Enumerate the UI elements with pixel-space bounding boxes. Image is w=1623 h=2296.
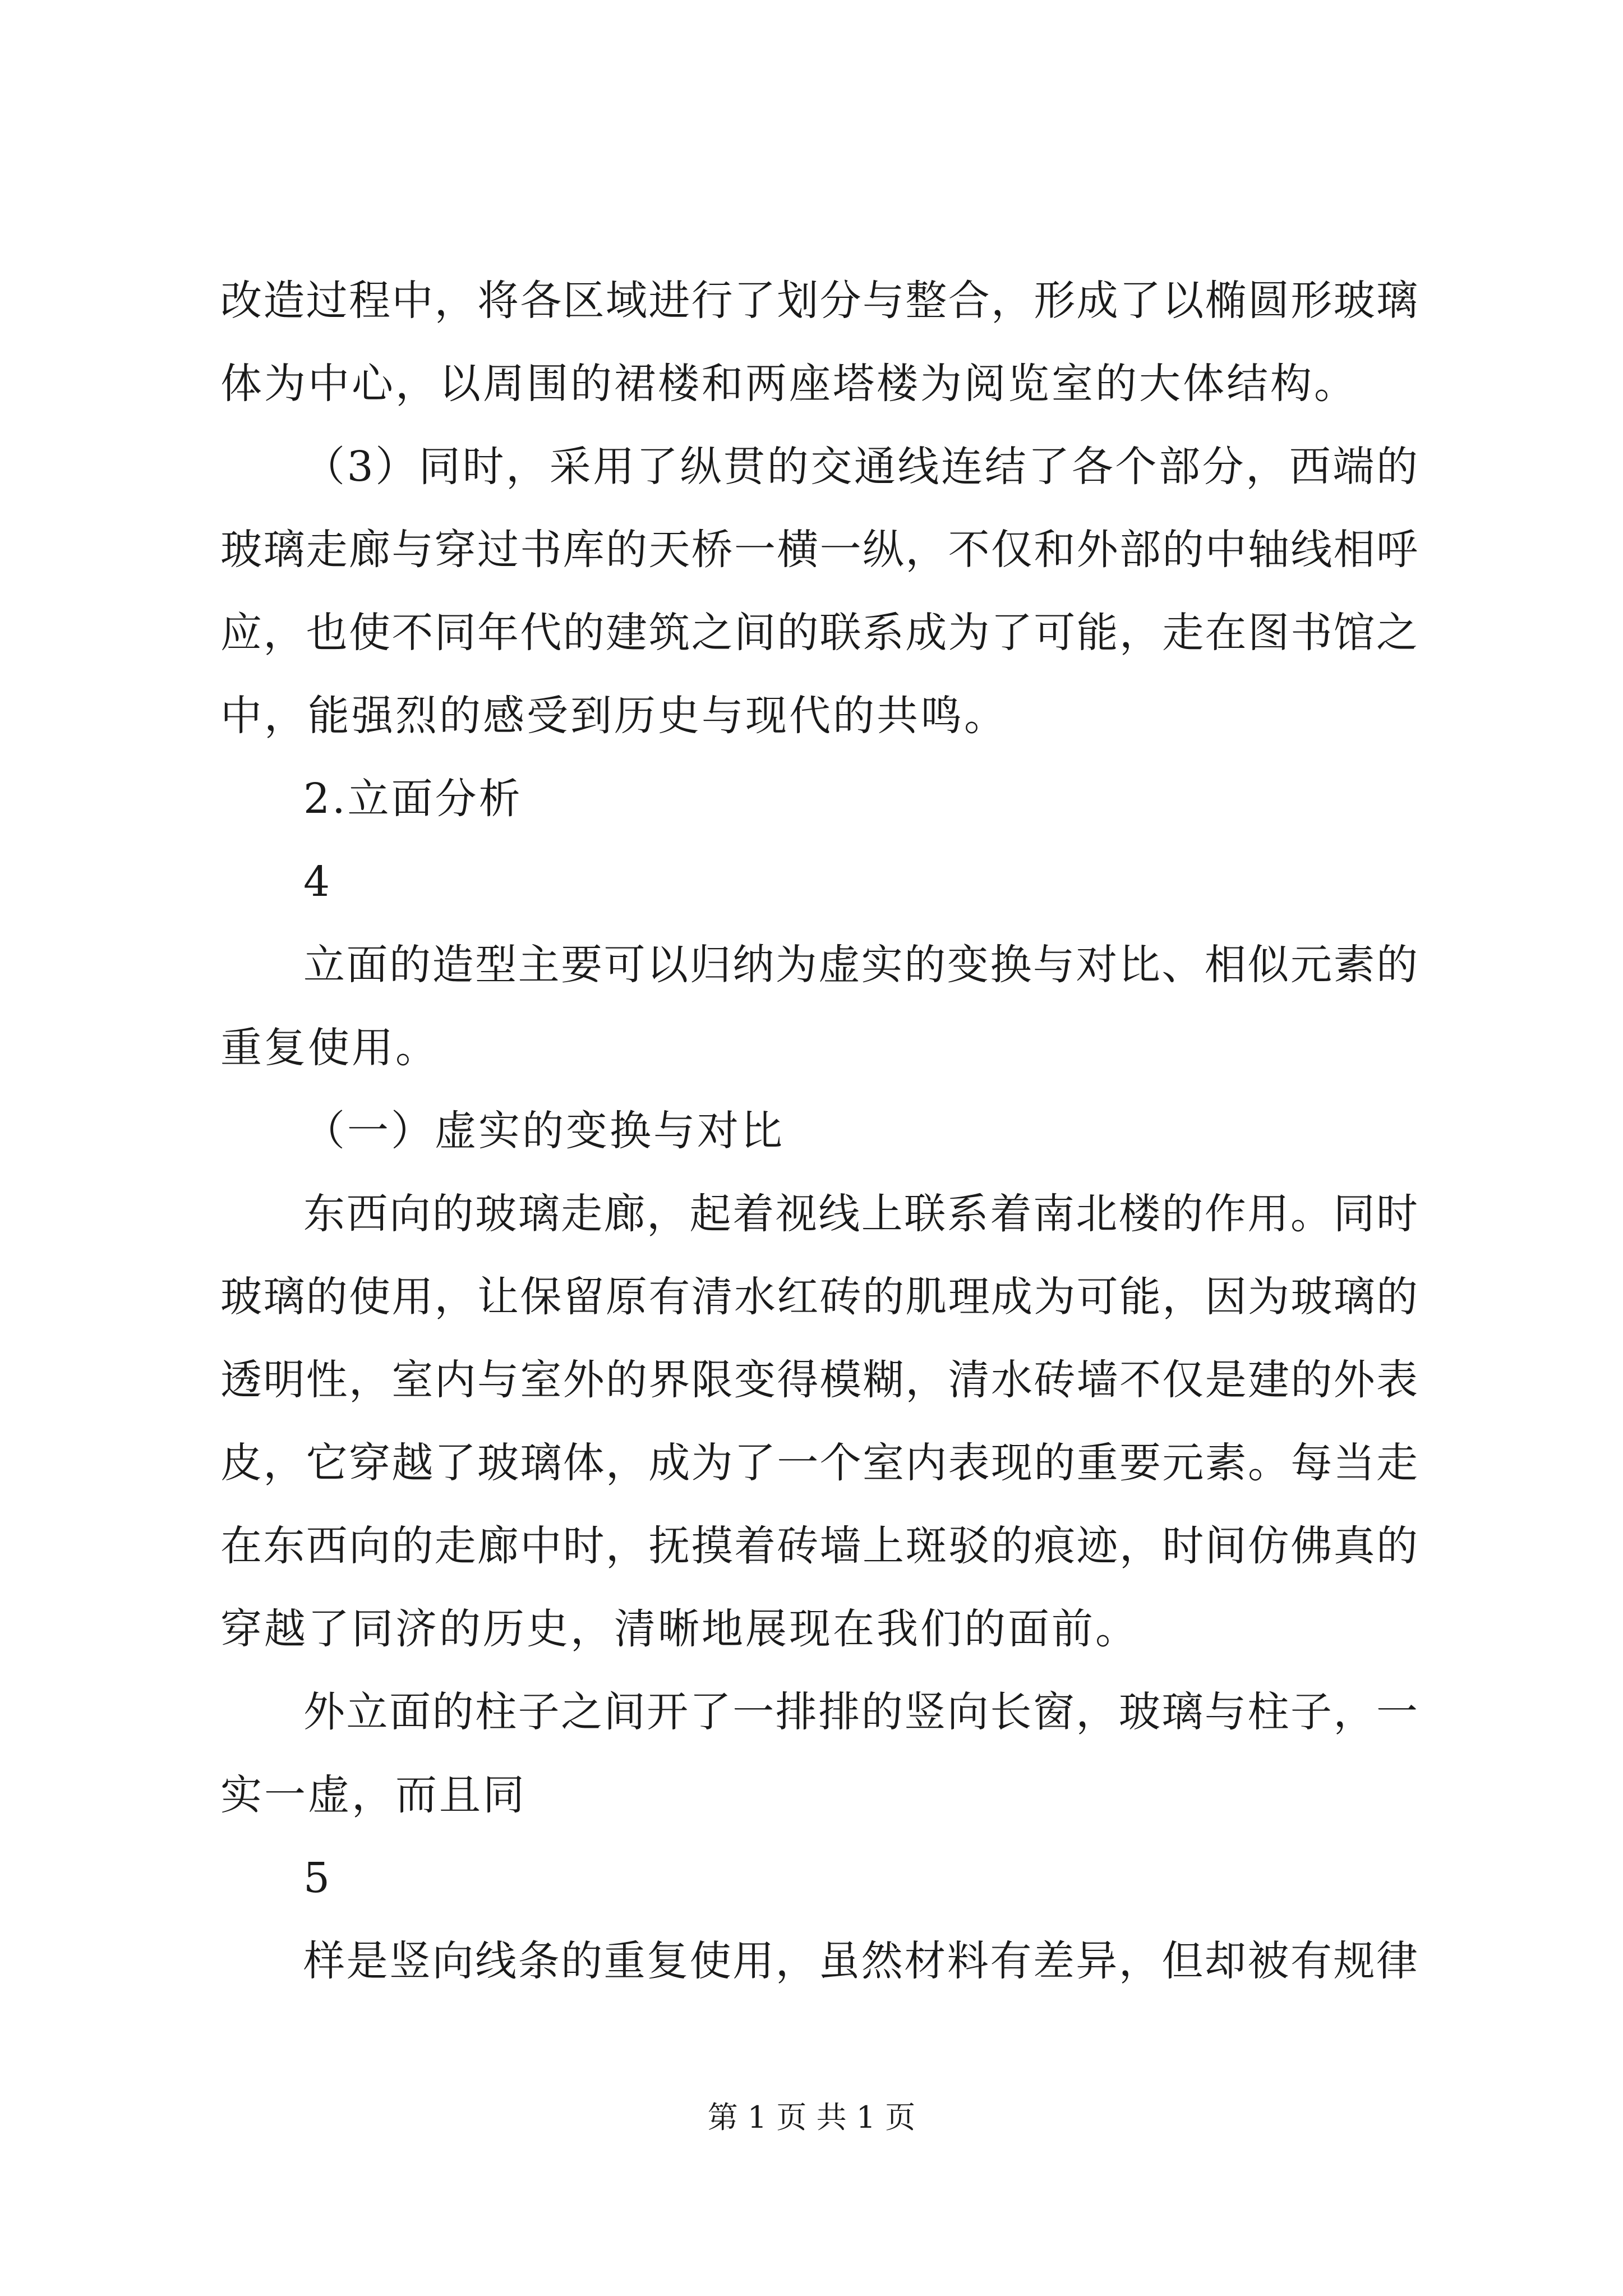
paragraph-line: （3）同时，采用了纵贯的交通线连结了各个部分，西端的 [303,443,1418,491]
paragraph-line: 样是竖向线条的重复使用，虽然材料有差异，但却被有规律 [303,1937,1418,1985]
paragraph-line: 立面的造型主要可以归纳为虚实的变换与对比、相似元素的 [303,941,1418,989]
paragraph-line: 玻璃的使用，让保留原有清水红砖的肌理成为可能，因为玻璃的 [220,1273,1418,1321]
subsection-heading: （一）虚实的变换与对比 [303,1107,785,1155]
document-body [220,259,1418,2003]
paragraph-line: 玻璃走廊与穿过书库的天桥一横一纵，不仅和外部的中轴线相呼 [220,526,1418,574]
paragraph-line: 体为中心，以周围的裙楼和两座塔楼为阅览室的大体结构。 [220,360,1358,408]
paragraph-line: 皮，它穿越了玻璃体，成为了一个室内表现的重要元素。每当走 [220,1439,1418,1487]
paragraph-line: 重复使用。 [220,1024,439,1072]
paragraph-line: 透明性，室内与室外的界限变得模糊，清水砖墙不仅是建的外表 [220,1356,1418,1404]
page-number-marker: 5 [303,1854,333,1902]
section-heading: 2.立面分析 [303,775,523,823]
page-footer: 第 1 页 共 1 页 [707,2100,916,2135]
paragraph-line: 在东西向的走廊中时，抚摸着砖墙上斑驳的痕迹，时间仿佛真的 [220,1522,1418,1570]
paragraph-line: 穿越了同济的历史，清晰地展现在我们的面前。 [220,1605,1139,1653]
paragraph-line: 东西向的玻璃走廊，起着视线上联系着南北楼的作用。同时 [303,1190,1418,1238]
paragraph-line: 外立面的柱子之间开了一排排的竖向长窗，玻璃与柱子，一 [303,1688,1418,1736]
paragraph-line: 改造过程中，将各区域进行了划分与整合，形成了以椭圆形玻璃 [220,277,1418,325]
paragraph-line: 应，也使不同年代的建筑之间的联系成为了可能，走在图书馆之 [220,609,1418,657]
page-number-marker: 4 [303,858,333,906]
paragraph-line: 中，能强烈的感受到历史与现代的共鸣。 [220,692,1008,740]
paragraph-line: 实一虚，而且同 [220,1771,527,1819]
